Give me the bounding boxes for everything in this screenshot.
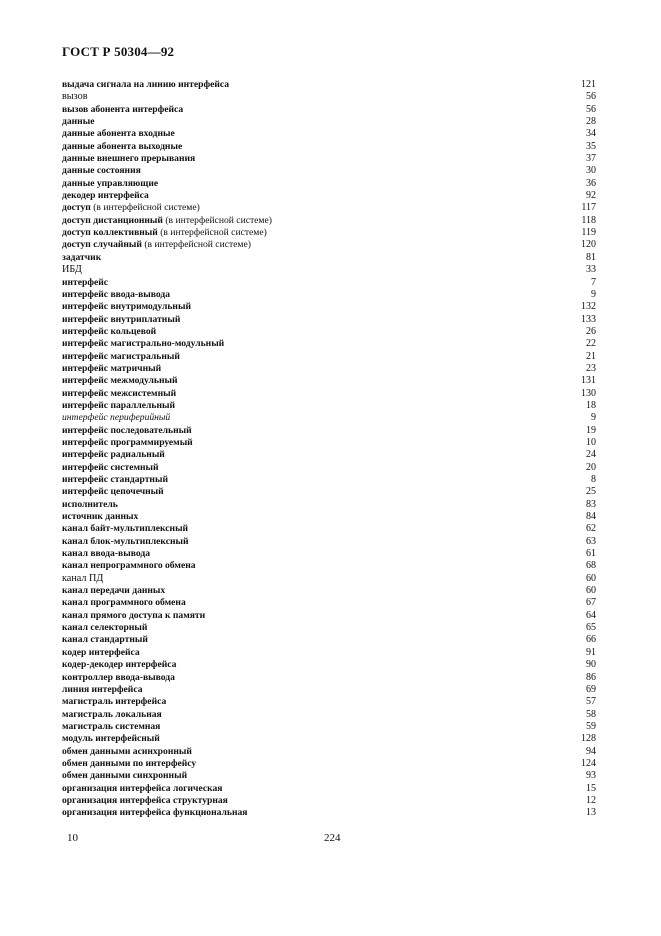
index-term-text: интерфейс радиальный	[62, 449, 165, 461]
index-term	[62, 548, 150, 560]
index-entry	[62, 264, 596, 276]
index-page-number: 128	[581, 733, 596, 745]
index-term	[62, 807, 247, 819]
index-term	[62, 202, 200, 214]
index-entry	[62, 437, 596, 449]
index-term	[62, 165, 141, 177]
index-term-text: интерфейс кольцевой	[62, 325, 157, 337]
index-page-number: 131	[581, 375, 596, 387]
index-term-text: интерфейс внутриплатный	[62, 313, 181, 325]
index-page-number: 91	[586, 646, 596, 658]
index-entry	[62, 523, 596, 535]
index-term	[62, 190, 149, 202]
index-page-number: 67	[586, 597, 596, 609]
index-term-text: вызов	[62, 91, 88, 103]
index-term	[62, 560, 196, 572]
index-page-number: 10	[586, 436, 596, 448]
index-term-qualifier: (в интерфейсной системе)	[141, 239, 251, 251]
index-page-number: 33	[586, 264, 596, 276]
index-term	[62, 597, 186, 609]
index-term-text: интерфейс внутримодульный	[62, 301, 191, 313]
index-page-number: 118	[581, 214, 596, 226]
index-term-text: кодер интерфейса	[62, 646, 140, 658]
index-entry	[62, 783, 596, 795]
index-page-number: 65	[586, 622, 596, 634]
index-term	[62, 770, 187, 782]
index-page-number: 34	[586, 128, 596, 140]
index-page-number: 60	[586, 585, 596, 597]
index-term	[62, 672, 175, 684]
index-entry	[62, 277, 596, 289]
index-page-number: 36	[586, 177, 596, 189]
index-entry	[62, 795, 596, 807]
index-term-text: магистраль локальная	[62, 708, 162, 720]
index-term-text: данные абонента выходные	[62, 140, 183, 152]
index-page-number: 60	[586, 572, 596, 584]
index-page-number: 92	[586, 190, 596, 202]
index-term-text: данные	[62, 116, 95, 128]
index-term	[62, 783, 222, 795]
index-entry	[62, 190, 596, 202]
index-entry	[62, 672, 596, 684]
index-page-number: 132	[581, 301, 596, 313]
index-term-text: интерфейс системный	[62, 461, 159, 473]
index-term-qualifier: (в интерфейсной системе)	[157, 227, 267, 239]
index-entry	[62, 474, 596, 486]
index-term	[62, 239, 251, 251]
index-term	[62, 758, 196, 770]
index-page-number: 30	[586, 165, 596, 177]
index-entry	[62, 215, 596, 227]
index-term	[62, 585, 165, 597]
index-term	[62, 104, 183, 116]
index-term-text: обмен данными синхронный	[62, 770, 188, 782]
index-term	[62, 153, 195, 165]
index-entry	[62, 634, 596, 646]
index-term-text: организация интерфейса логическая	[62, 782, 223, 794]
index-page-number: 117	[581, 202, 596, 214]
index-term	[62, 474, 168, 486]
index-term	[62, 523, 188, 535]
index-entry	[62, 746, 596, 758]
index-term-text: интерфейс программируемый	[62, 436, 193, 448]
index-term-text: интерфейс ввода-вывода	[62, 288, 171, 300]
index-page-number: 24	[586, 449, 596, 461]
index-entry	[62, 351, 596, 363]
index-entry	[62, 153, 596, 165]
index-entry	[62, 721, 596, 733]
index-term-text: канал ПД	[62, 572, 104, 584]
index-page-number: 68	[586, 560, 596, 572]
index-page-number: 93	[586, 770, 596, 782]
index-entry	[62, 758, 596, 770]
index-page-number: 69	[586, 683, 596, 695]
index-term	[62, 425, 192, 437]
index-page-number: 124	[581, 757, 596, 769]
index-term	[62, 351, 180, 363]
index-term-text: канал прямого доступа к памяти	[62, 609, 206, 621]
index-term-text: канал селекторный	[62, 622, 148, 634]
index-page-number: 56	[586, 91, 596, 103]
index-term	[62, 746, 192, 758]
index-entry	[62, 573, 596, 585]
index-term-text: интерфейс параллельный	[62, 399, 176, 411]
index-list	[62, 79, 596, 820]
index-term-text: задатчик	[62, 251, 102, 263]
index-page-number: 62	[586, 523, 596, 535]
index-term-text: данные абонента входные	[62, 128, 175, 140]
index-page-number: 15	[586, 782, 596, 794]
index-page-number: 21	[586, 350, 596, 362]
index-term-text: обмен данными асинхронный	[62, 745, 192, 757]
index-term	[62, 659, 176, 671]
index-term-text: ИБД	[62, 264, 82, 276]
index-term-text: вызов абонента интерфейса	[62, 103, 184, 115]
index-term	[62, 511, 138, 523]
index-term	[62, 289, 170, 301]
index-entry	[62, 622, 596, 634]
index-entry	[62, 301, 596, 313]
index-term	[62, 400, 175, 412]
index-term-text: доступ	[62, 202, 91, 214]
index-term	[62, 634, 148, 646]
index-term-text: данные внешнего прерывания	[62, 153, 196, 165]
index-term-text: интерфейс периферийный	[62, 412, 171, 424]
index-page-number: 90	[586, 659, 596, 671]
index-term	[62, 326, 156, 338]
index-page-number: 13	[586, 807, 596, 819]
index-entry	[62, 165, 596, 177]
index-term-text: интерфейс магистрально-модульный	[62, 338, 225, 350]
index-entry	[62, 548, 596, 560]
index-term	[62, 462, 159, 474]
index-page-number: 130	[581, 387, 596, 399]
index-term-text: канал программного обмена	[62, 597, 186, 609]
index-term-text: интерфейс межсистемный	[62, 387, 177, 399]
index-entry	[62, 363, 596, 375]
index-entry	[62, 239, 596, 251]
index-term-text: декодер интерфейса	[62, 190, 149, 202]
index-term	[62, 499, 118, 511]
index-term	[62, 610, 205, 622]
index-term	[62, 141, 182, 153]
index-term	[62, 684, 143, 696]
index-term	[62, 227, 267, 239]
index-page-number: 86	[586, 671, 596, 683]
index-term	[62, 449, 165, 461]
index-term-text: интерфейс межмодульный	[62, 375, 178, 387]
index-page-number: 83	[586, 498, 596, 510]
index-term-text: канал передачи данных	[62, 585, 166, 597]
index-term	[62, 437, 193, 449]
index-term-text: интерфейс стандартный	[62, 474, 168, 485]
index-entry	[62, 684, 596, 696]
index-term	[62, 388, 176, 400]
index-term-text: выдача сигнала на линию интерфейса	[62, 79, 230, 90]
index-page-number: 12	[586, 794, 596, 806]
index-page-number: 59	[586, 720, 596, 732]
index-page-number: 28	[586, 116, 596, 128]
index-term	[62, 301, 191, 313]
page-number-left: 10	[67, 832, 78, 844]
index-entry	[62, 597, 596, 609]
index-entry	[62, 202, 596, 214]
index-term-text: канал байт-мультиплексный	[62, 523, 189, 535]
index-entry	[62, 696, 596, 708]
index-entry	[62, 807, 596, 819]
index-page-number: 22	[586, 338, 596, 350]
index-entry	[62, 289, 596, 301]
index-entry	[62, 425, 596, 437]
index-entry	[62, 141, 596, 153]
index-entry	[62, 560, 596, 572]
index-page-number: 66	[586, 634, 596, 646]
index-entry	[62, 412, 596, 424]
index-term-text: магистраль интерфейса	[62, 696, 167, 708]
index-page-number: 63	[586, 535, 596, 547]
index-entry	[62, 585, 596, 597]
index-page-number: 58	[586, 708, 596, 720]
index-term	[62, 116, 94, 128]
index-entry	[62, 227, 596, 239]
index-page-number: 9	[591, 412, 596, 424]
index-entry	[62, 314, 596, 326]
index-term-text: канал ввода-вывода	[62, 548, 150, 560]
index-term	[62, 486, 164, 498]
index-page-number: 81	[586, 251, 596, 263]
index-page-number: 25	[586, 486, 596, 498]
index-term	[62, 622, 147, 634]
index-page-number: 84	[586, 511, 596, 523]
index-page-number: 8	[591, 474, 596, 485]
index-term	[62, 264, 82, 276]
index-page-number: 37	[586, 153, 596, 165]
index-term	[62, 375, 178, 387]
index-term-text: канал блок-мультиплексный	[62, 535, 189, 547]
index-term-text: интерфейс матричный	[62, 362, 162, 374]
index-page-number: 57	[586, 696, 596, 708]
document-header: ГОСТ Р 50304—92	[62, 44, 175, 59]
index-entry	[62, 659, 596, 671]
index-term	[62, 178, 158, 190]
index-term	[62, 252, 101, 264]
index-term-text: доступ коллективный	[62, 227, 158, 239]
index-term-text: модуль интерфейсный	[62, 733, 160, 745]
index-term-text: канал стандартный	[62, 634, 148, 646]
index-term-text: интерфейс	[62, 276, 109, 288]
index-term-text: данные состояния	[62, 165, 141, 177]
index-page-number: 120	[581, 239, 596, 251]
index-term-text: исполнитель	[62, 498, 118, 510]
index-term-text: доступ случайный	[62, 239, 142, 251]
index-entry	[62, 511, 596, 523]
index-entry	[62, 116, 596, 128]
index-term	[62, 795, 228, 807]
index-entry	[62, 388, 596, 400]
index-term-text: источник данных	[62, 511, 139, 523]
index-page-number: 7	[591, 276, 596, 288]
index-entry	[62, 178, 596, 190]
index-entry	[62, 486, 596, 498]
index-term	[62, 733, 160, 745]
index-entry	[62, 709, 596, 721]
index-term	[62, 696, 166, 708]
index-entry	[62, 449, 596, 461]
index-term	[62, 709, 162, 721]
index-page-number: 18	[586, 399, 596, 411]
index-page-number: 94	[586, 745, 596, 757]
index-page-number: 133	[581, 313, 596, 325]
index-term	[62, 338, 224, 350]
index-term-text: организация интерфейса структурная	[62, 794, 228, 806]
index-page-number: 119	[581, 227, 596, 239]
index-page-number: 23	[586, 362, 596, 374]
index-entry	[62, 326, 596, 338]
index-term	[62, 363, 161, 375]
index-term-text: данные управляющие	[62, 177, 159, 189]
index-term	[62, 647, 140, 659]
page-number-center: 224	[324, 832, 341, 844]
index-entry	[62, 91, 596, 103]
index-page-number: 26	[586, 325, 596, 337]
index-term-text: интерфейс последовательный	[62, 424, 192, 436]
index-entry	[62, 104, 596, 116]
index-entry	[62, 610, 596, 622]
index-term-text: кодер-декодер интерфейса	[62, 659, 177, 671]
index-page-number: 19	[586, 424, 596, 436]
index-entry	[62, 375, 596, 387]
index-term	[62, 277, 108, 289]
index-term-text: интерфейс магистральный	[62, 350, 180, 362]
index-term-text: канал непрограммного обмена	[62, 560, 196, 572]
index-entry	[62, 400, 596, 412]
index-entry	[62, 647, 596, 659]
index-term-qualifier: (в интерфейсной системе)	[162, 214, 272, 226]
index-term	[62, 536, 189, 548]
index-term	[62, 91, 88, 103]
index-entry	[62, 462, 596, 474]
index-page-number: 121	[581, 79, 596, 90]
index-term-text: магистраль системная	[62, 720, 161, 732]
index-term-text: организация интерфейса функциональная	[62, 807, 248, 819]
index-page-number: 56	[586, 103, 596, 115]
index-term	[62, 721, 160, 733]
index-entry	[62, 338, 596, 350]
index-term	[62, 573, 103, 585]
index-entry	[62, 499, 596, 511]
index-page-number: 61	[586, 548, 596, 560]
index-term-text: линия интерфейса	[62, 683, 143, 695]
index-term-text: интерфейс цепочечный	[62, 486, 164, 498]
index-entry	[62, 252, 596, 264]
index-term-text: доступ дистанционный	[62, 214, 163, 226]
index-term	[62, 79, 229, 91]
index-entry	[62, 128, 596, 140]
index-term-text: обмен данными по интерфейсу	[62, 757, 197, 769]
index-term	[62, 215, 272, 227]
index-term	[62, 314, 180, 326]
index-entry	[62, 733, 596, 745]
index-page-number: 64	[586, 609, 596, 621]
index-entry	[62, 770, 596, 782]
index-page-number: 9	[591, 288, 596, 300]
index-term	[62, 412, 170, 424]
index-term-text: контроллер ввода-вывода	[62, 671, 175, 683]
index-entry	[62, 79, 596, 91]
index-page-number: 20	[586, 461, 596, 473]
index-entry	[62, 536, 596, 548]
index-term-qualifier: (в интерфейсной системе)	[90, 202, 200, 214]
index-term	[62, 128, 175, 140]
index-page-number: 35	[586, 140, 596, 152]
